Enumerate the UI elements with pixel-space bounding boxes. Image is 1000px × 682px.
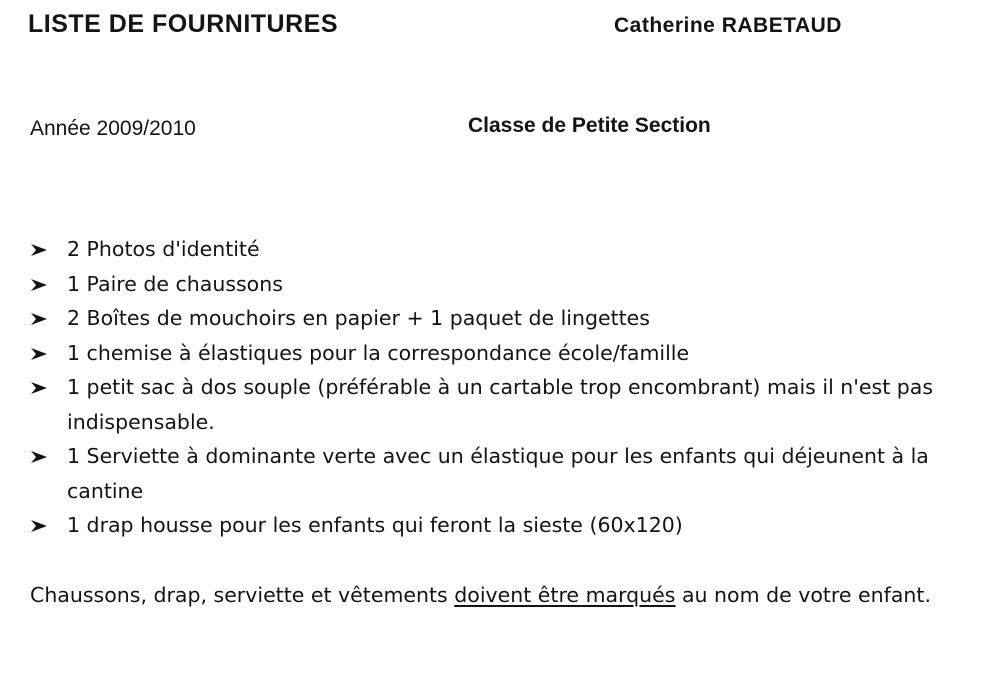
list-item — [30, 508, 980, 543]
list-item — [30, 301, 980, 336]
note-text-after: au nom de votre enfant. — [675, 583, 931, 607]
list-item-text: 1 drap housse pour les enfants qui feront la sieste (60x120) — [67, 513, 683, 537]
arrow-bullet-icon — [30, 267, 50, 302]
list-item-text: 1 petit sac à dos souple (préférable à un cartable trop encombrant) mais il n'est pas indispensable. — [67, 375, 934, 434]
list-item-text: 1 Serviette à dominante verte avec un élastique pour les enfants qui déjeunent à la cantine — [67, 444, 929, 503]
arrow-bullet-icon — [30, 301, 50, 336]
note-text-before: Chaussons, drap, serviette et vêtements — [30, 583, 455, 607]
list-item — [30, 267, 980, 302]
arrow-bullet-icon — [30, 336, 50, 371]
list-item — [30, 370, 980, 439]
arrow-bullet-icon — [30, 439, 50, 474]
author-name: Catherine RABETAUD — [614, 14, 842, 37]
class-name: Classe de Petite Section — [468, 114, 711, 137]
note-emphasis: doivent être marqués — [454, 583, 676, 607]
school-year: Année 2009/2010 — [30, 117, 196, 140]
document-title: LISTE DE FOURNITURES — [28, 10, 339, 38]
list-item-text: 1 Paire de chaussons — [67, 271, 283, 296]
list-item — [30, 336, 980, 371]
list-item-text: 1 chemise à élastiques pour la correspondance école/famille — [67, 340, 690, 365]
supplies-list — [30, 232, 980, 543]
list-item-text: 2 Photos d'identité — [67, 237, 260, 261]
list-item — [30, 439, 980, 508]
arrow-bullet-icon — [30, 232, 50, 267]
arrow-bullet-icon — [30, 370, 50, 405]
marking-note — [30, 578, 970, 613]
list-item-text: 2 Boîtes de mouchoirs en papier + 1 paquet de lingettes — [67, 306, 650, 330]
arrow-bullet-icon — [30, 508, 50, 543]
list-item — [30, 232, 980, 267]
